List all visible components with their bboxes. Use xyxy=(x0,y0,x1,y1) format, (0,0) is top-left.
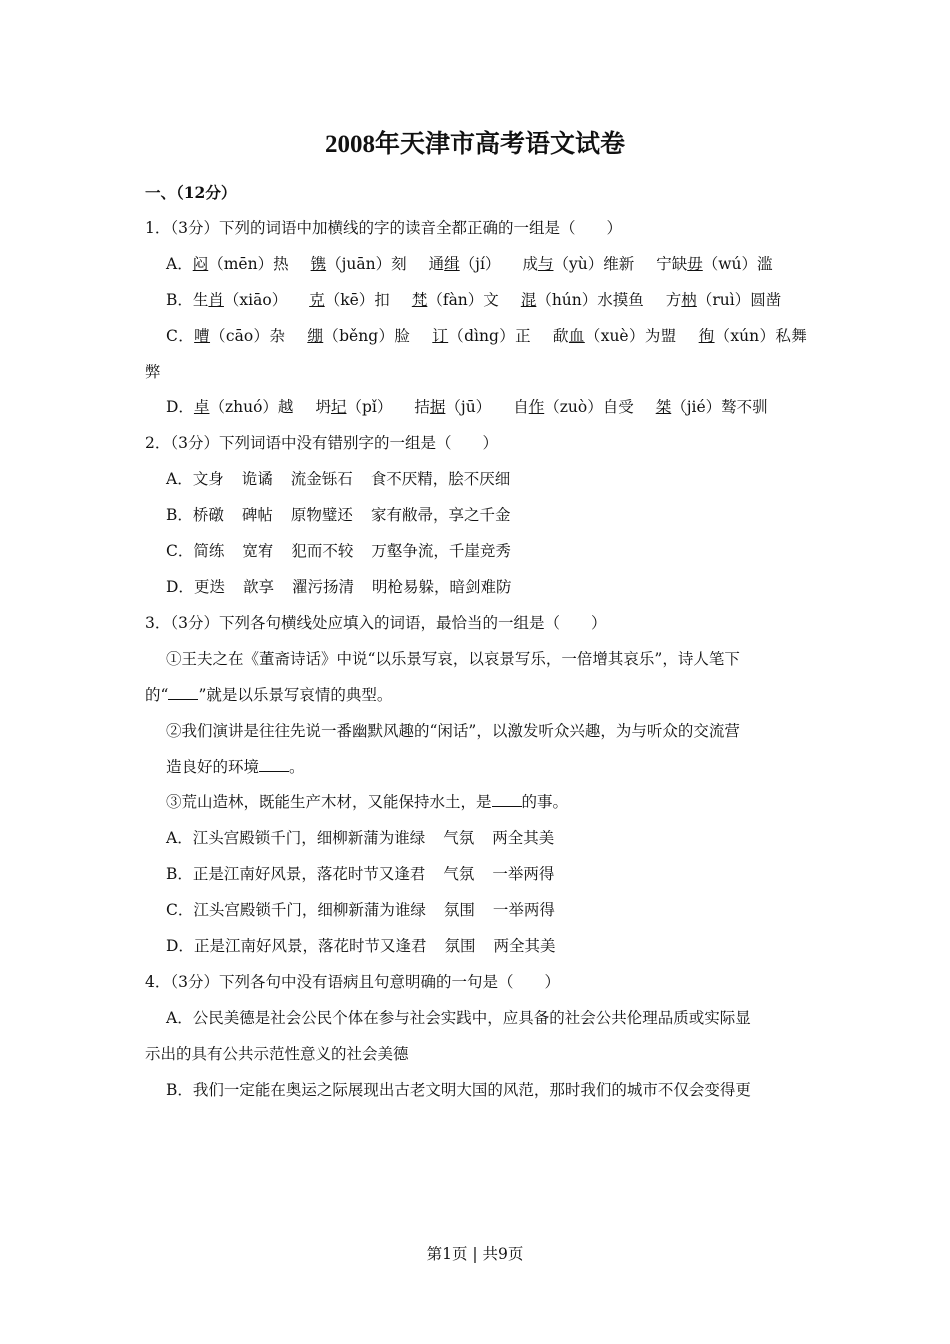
fill-blank xyxy=(259,757,289,772)
underlined-char: 订 xyxy=(432,326,449,345)
q2-option xyxy=(145,534,807,570)
pinyin: （cāo） xyxy=(210,326,270,345)
pinyin: （zhuó） xyxy=(209,398,278,417)
option-word: 正是江南好风景，落花时节又逢君 xyxy=(192,865,426,884)
underlined-char: 嘈 xyxy=(194,326,211,345)
underlined-char: 缉 xyxy=(444,254,460,273)
exam-content xyxy=(145,175,807,1109)
option-label: A． xyxy=(166,254,193,273)
option-label: C． xyxy=(166,542,194,561)
q1-options xyxy=(145,247,807,427)
option-word: 更迭 xyxy=(193,577,225,596)
item-text: 热 xyxy=(273,254,289,273)
item-text: 滥 xyxy=(757,254,773,273)
pinyin: （jū） xyxy=(445,398,492,417)
q4-option-a-cont: 示出的具有公共示范性意义的社会美德 xyxy=(145,1044,409,1063)
q1-option xyxy=(145,247,807,283)
q3-text: ”就是以乐景写哀情的典型。 xyxy=(198,685,393,704)
q1-option xyxy=(145,319,807,391)
q3-text: 。 xyxy=(289,757,305,776)
option-label: B． xyxy=(166,290,193,309)
q2-options xyxy=(145,462,807,606)
option-word: 万壑争流，千崖竞秀 xyxy=(371,542,511,561)
q2-option xyxy=(145,498,807,534)
underlined-char: 桀 xyxy=(655,398,672,417)
q1-option xyxy=(145,390,807,426)
option-item xyxy=(414,398,491,416)
option-item xyxy=(513,398,634,416)
page-title: 2008年天津市高考语文试卷 xyxy=(324,131,625,158)
q3-text: 造良好的环境 xyxy=(166,757,260,776)
option-word: 原物璧还 xyxy=(290,506,353,525)
option-word: 气氛 xyxy=(443,829,475,848)
pinyin: （wú） xyxy=(702,254,758,273)
option-item xyxy=(666,291,781,309)
option-word: 简练 xyxy=(193,542,225,561)
q3-option xyxy=(145,929,807,965)
option-word: 气氛 xyxy=(443,865,475,884)
q1-option xyxy=(145,283,807,319)
q4-stem: 4．（3分）下列各句中没有语病且句意明确的一句是（ ） xyxy=(145,972,560,991)
underlined-char: 徇 xyxy=(698,326,715,345)
q3-option xyxy=(145,857,807,893)
pinyin: （xiāo） xyxy=(223,290,288,309)
pinyin: （jí） xyxy=(459,254,501,273)
q3-sentence-2: ②我们演讲是往往先说一番幽默风趣的“闲话”，以激发听众兴趣，为与听众的交流营 xyxy=(166,721,740,740)
underlined-char: 肖 xyxy=(208,290,224,309)
item-text: 刻 xyxy=(391,254,407,273)
underlined-char: 枘 xyxy=(681,290,697,309)
option-item xyxy=(412,291,499,309)
option-word: 氛围 xyxy=(443,901,475,920)
option-word: 流金铄石 xyxy=(290,470,353,489)
option-item xyxy=(194,398,294,416)
option-label: D． xyxy=(166,937,194,956)
underlined-char: 与 xyxy=(537,254,554,273)
option-item xyxy=(432,327,531,345)
option-item xyxy=(315,398,392,416)
item-text: 文 xyxy=(483,290,499,309)
item-text: 拮 xyxy=(414,398,430,417)
underlined-char: 闷 xyxy=(192,254,209,273)
option-word: 氛围 xyxy=(444,937,476,956)
pinyin: （hún） xyxy=(536,290,598,309)
underlined-char: 混 xyxy=(520,290,537,309)
underlined-char: 血 xyxy=(568,326,585,345)
underlined-char: 圮 xyxy=(330,398,347,417)
item-text: 为盟 xyxy=(644,326,677,345)
q3-text: 的“ xyxy=(145,685,169,704)
item-text: 通 xyxy=(428,254,445,273)
option-item xyxy=(521,291,644,309)
item-text: 成 xyxy=(522,254,538,273)
option-label: D． xyxy=(166,577,194,596)
pinyin: （xún） xyxy=(714,326,776,345)
option-word: 濯污扬清 xyxy=(291,577,354,596)
q4-option-b: B．我们一定能在奥运之际展现出古老文明大国的风范，那时我们的城市不仅会变得更 xyxy=(166,1080,751,1099)
option-label: B． xyxy=(166,506,193,525)
item-text: 自受 xyxy=(602,398,634,417)
fill-blank xyxy=(168,685,198,700)
q1-stem: 1．（3分）下列的词语中加横线的字的读音全都正确的一组是（ ） xyxy=(145,218,622,237)
option-item xyxy=(656,398,768,416)
option-word: 正是江南好风景，落花时节又逢君 xyxy=(193,937,427,956)
option-item xyxy=(429,255,501,273)
pinyin: （zuò） xyxy=(544,398,603,417)
q3-sentence-1: ①王夫之在《董斋诗话》中说“以乐景写哀，以哀景写乐，一倍增其哀乐”，诗人笔下 xyxy=(166,649,740,668)
option-word: 食不厌精，脍不厌细 xyxy=(370,470,511,489)
underlined-char: 据 xyxy=(429,398,446,417)
option-label: A． xyxy=(166,829,193,848)
option-word: 文身 xyxy=(192,470,224,489)
underlined-char: 绷 xyxy=(307,326,324,345)
page-footer: 第1页 | 共9页 xyxy=(426,1245,524,1263)
pinyin: （juān） xyxy=(326,254,392,273)
underlined-char: 梵 xyxy=(411,290,428,309)
item-text: 正 xyxy=(515,326,532,345)
option-word: 一举两得 xyxy=(492,865,555,884)
option-item xyxy=(193,255,289,273)
q3-option xyxy=(145,821,807,857)
item-text: 维新 xyxy=(603,254,635,273)
underlined-char: 毋 xyxy=(687,254,703,273)
option-word: 犯而不较 xyxy=(291,542,354,561)
option-item xyxy=(656,255,772,273)
pinyin: （dìng） xyxy=(448,326,516,345)
option-item xyxy=(553,327,677,345)
q3-text: 的事。 xyxy=(521,793,569,812)
option-word: 江头宫殿锁千门，细柳新蒲为谁绿 xyxy=(192,829,426,848)
item-text: 坍 xyxy=(315,398,331,417)
q3-stem: 3．（3分）下列各句横线处应填入的词语，最恰当的一组是（ ） xyxy=(145,613,607,632)
q2-option xyxy=(145,570,807,606)
underlined-char: 镌 xyxy=(310,254,327,273)
option-word: 碑帖 xyxy=(241,506,273,525)
q3-sentence-3: ③荒山造林，既能生产木材，又能保持水土，是 xyxy=(166,793,492,812)
q3-option xyxy=(145,893,807,929)
option-label: D． xyxy=(166,398,194,417)
option-label: C． xyxy=(166,326,195,345)
item-text: 宁缺 xyxy=(656,254,688,273)
item-text: 圆凿 xyxy=(750,290,782,309)
item-text: 越 xyxy=(277,398,294,417)
option-item xyxy=(311,255,407,273)
pinyin: （jié） xyxy=(671,398,722,417)
underlined-char: 克 xyxy=(309,290,325,309)
underlined-char: 作 xyxy=(528,398,545,417)
item-text: 骜不驯 xyxy=(721,398,768,417)
option-label: B． xyxy=(166,865,193,884)
pinyin: （yù） xyxy=(553,254,604,273)
pinyin: （pǐ） xyxy=(346,398,393,417)
pinyin: （běng） xyxy=(323,326,395,345)
q4-option-a: A．公民美德是社会公民个体在参与社会实践中，应具备的社会公共伦理品质或实际显 xyxy=(166,1008,751,1027)
option-label: A． xyxy=(166,470,193,489)
option-item xyxy=(193,291,287,309)
option-item xyxy=(522,255,634,273)
option-word: 明枪易躲，暗剑难防 xyxy=(371,577,512,596)
option-word: 诡谲 xyxy=(241,470,273,489)
section-heading: 一、（12分） xyxy=(145,183,237,202)
option-word: 两全其美 xyxy=(493,937,556,956)
pinyin: （mēn） xyxy=(208,254,274,273)
pinyin: （kē） xyxy=(324,290,375,309)
item-text: 水摸鱼 xyxy=(597,290,644,309)
pinyin: （ruì） xyxy=(696,290,751,309)
q2-option xyxy=(145,462,807,498)
option-item xyxy=(309,291,390,309)
option-item xyxy=(307,327,410,345)
pinyin: （xuè） xyxy=(584,326,645,345)
item-text: 生 xyxy=(192,290,209,309)
q3-options xyxy=(145,821,807,965)
option-word: 江头宫殿锁千门，细柳新蒲为谁绿 xyxy=(193,901,426,920)
option-word: 家有敝帚，享之千金 xyxy=(370,506,511,525)
item-text: 扣 xyxy=(374,290,390,309)
option-label: C． xyxy=(166,901,194,920)
item-text: 脸 xyxy=(394,326,411,345)
item-text: 歃 xyxy=(553,326,569,345)
option-word: 宽宥 xyxy=(242,542,274,561)
item-text: 方 xyxy=(665,290,682,309)
option-word: 歆享 xyxy=(242,577,274,596)
option-word: 一举两得 xyxy=(492,901,555,920)
item-text: 自 xyxy=(513,398,529,417)
item-text: 杂 xyxy=(269,326,286,345)
q2-stem: 2．（3分）下列词语中没有错别字的一组是（ ） xyxy=(145,434,498,453)
item-text: 私舞弊 xyxy=(145,326,807,381)
underlined-char: 卓 xyxy=(193,398,210,417)
pinyin: （fàn） xyxy=(427,290,484,309)
option-word: 两全其美 xyxy=(492,829,555,848)
option-word: 桥礅 xyxy=(192,506,224,525)
option-item xyxy=(194,327,285,345)
fill-blank xyxy=(492,792,522,807)
